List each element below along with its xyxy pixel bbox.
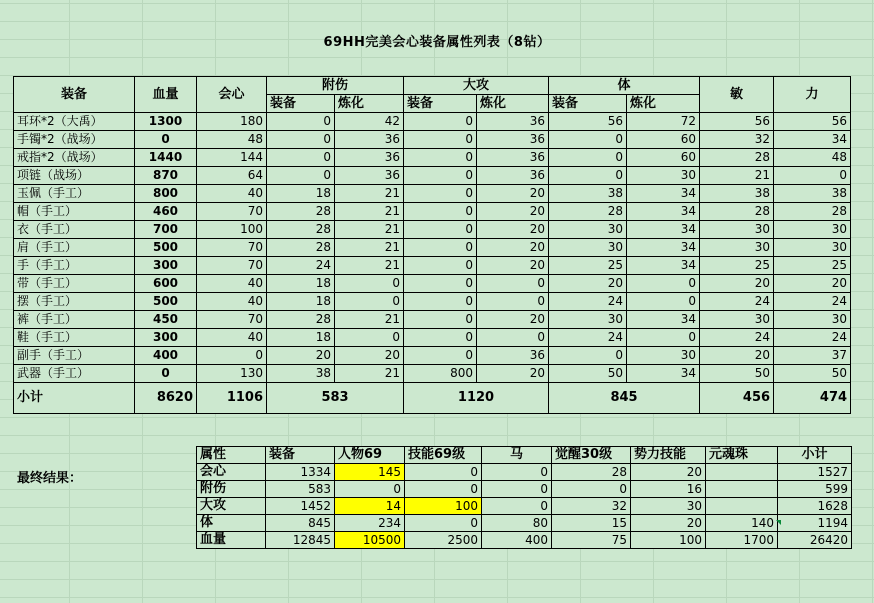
cell-ti-e[interactable]: 0 xyxy=(549,149,627,167)
result-header-2[interactable]: 人物69 xyxy=(335,447,405,464)
result-cell[interactable]: 1527 xyxy=(778,464,852,481)
result-cell[interactable]: 14 xyxy=(335,498,405,515)
cell-dg-e[interactable]: 0 xyxy=(404,275,477,293)
result-cell[interactable]: 400 xyxy=(482,532,552,549)
result-header-8[interactable]: 小计 xyxy=(778,447,852,464)
result-row xyxy=(197,515,852,532)
cell-dg-r[interactable]: 0 xyxy=(477,293,549,311)
cell-dg-r[interactable]: 0 xyxy=(477,275,549,293)
result-cell[interactable] xyxy=(706,481,778,498)
cell-li[interactable]: 34 xyxy=(774,131,851,149)
cell-equip-name[interactable]: 戒指*2（战场） xyxy=(14,149,135,167)
cell-fs-r[interactable]: 21 xyxy=(335,239,404,257)
cell-li[interactable]: 30 xyxy=(774,311,851,329)
cell-ti-e[interactable]: 30 xyxy=(549,221,627,239)
table-row xyxy=(14,329,851,347)
sheet-title: 69HH完美会心装备属性列表（8钻） xyxy=(323,35,551,50)
cell-min[interactable]: 20 xyxy=(700,275,774,293)
cell-equip-name[interactable]: 手（手工） xyxy=(14,257,135,275)
total-row xyxy=(14,383,851,414)
cell-ti-e[interactable]: 50 xyxy=(549,365,627,383)
cell-hp[interactable]: 600 xyxy=(135,275,197,293)
cell-crit[interactable]: 130 xyxy=(197,365,267,383)
cell-dg-e[interactable]: 0 xyxy=(404,185,477,203)
cell-ti-e[interactable]: 28 xyxy=(549,203,627,221)
cell-crit[interactable]: 40 xyxy=(197,293,267,311)
result-cell[interactable]: 0 xyxy=(405,515,482,532)
cell-dg-r[interactable]: 36 xyxy=(477,167,549,185)
cell-fs-r[interactable]: 20 xyxy=(335,347,404,365)
header-min[interactable]: 敏 xyxy=(700,77,774,113)
cell-fs-r[interactable]: 36 xyxy=(335,167,404,185)
cell-equip-name[interactable]: 项链（战场） xyxy=(14,167,135,185)
cell-equip-name[interactable]: 肩（手工） xyxy=(14,239,135,257)
cell-crit[interactable]: 40 xyxy=(197,185,267,203)
cell-li[interactable]: 38 xyxy=(774,185,851,203)
header-crit[interactable]: 会心 xyxy=(197,77,267,113)
cell-hp[interactable]: 460 xyxy=(135,203,197,221)
cell-li[interactable]: 24 xyxy=(774,293,851,311)
table-row xyxy=(14,347,851,365)
table-row xyxy=(14,311,851,329)
total-li[interactable]: 474 xyxy=(774,383,851,414)
cell-hp[interactable]: 870 xyxy=(135,167,197,185)
result-cell[interactable]: 1628 xyxy=(778,498,852,515)
result-cell[interactable] xyxy=(706,464,778,481)
cell-li[interactable]: 50 xyxy=(774,365,851,383)
cell-ti-e[interactable]: 0 xyxy=(549,167,627,185)
cell-crit[interactable]: 144 xyxy=(197,149,267,167)
table-row xyxy=(14,257,851,275)
cell-min[interactable]: 28 xyxy=(700,203,774,221)
table-row xyxy=(14,203,851,221)
cell-dg-e[interactable]: 0 xyxy=(404,221,477,239)
result-cell[interactable]: 20 xyxy=(631,464,706,481)
result-cell[interactable]: 10500 xyxy=(335,532,405,549)
result-cell[interactable]: 0 xyxy=(405,481,482,498)
cell-fs-e[interactable]: 18 xyxy=(267,275,335,293)
cell-dg-r[interactable]: 20 xyxy=(477,365,549,383)
result-row xyxy=(197,532,852,549)
cell-dg-r[interactable]: 20 xyxy=(477,203,549,221)
cell-hp[interactable]: 300 xyxy=(135,329,197,347)
cell-ti-r[interactable]: 34 xyxy=(627,311,700,329)
subheader-fushang-equip[interactable]: 装备 xyxy=(267,95,335,113)
result-cell[interactable]: 80 xyxy=(482,515,552,532)
cell-fs-e[interactable]: 38 xyxy=(267,365,335,383)
result-cell[interactable]: 15 xyxy=(552,515,631,532)
result-cell[interactable]: 1334 xyxy=(266,464,335,481)
cell-fs-r[interactable]: 21 xyxy=(335,365,404,383)
cell-ti-r[interactable]: 60 xyxy=(627,149,700,167)
result-cell[interactable]: 0 xyxy=(552,481,631,498)
cell-li[interactable]: 20 xyxy=(774,275,851,293)
cell-min[interactable]: 56 xyxy=(700,113,774,131)
cell-equip-name[interactable]: 副手（手工） xyxy=(14,347,135,365)
cell-ti-r[interactable]: 30 xyxy=(627,347,700,365)
table-row xyxy=(14,149,851,167)
header-equip[interactable]: 装备 xyxy=(14,77,135,113)
cell-dg-e[interactable]: 0 xyxy=(404,329,477,347)
cell-min[interactable]: 21 xyxy=(700,167,774,185)
result-attr[interactable]: 大攻 xyxy=(197,498,266,515)
cell-fs-e[interactable]: 18 xyxy=(267,329,335,347)
cell-dg-r[interactable]: 36 xyxy=(477,131,549,149)
result-cell[interactable]: 1194 xyxy=(778,515,852,532)
cell-fs-e[interactable]: 0 xyxy=(267,131,335,149)
cell-li[interactable]: 0 xyxy=(774,167,851,185)
cell-fs-e[interactable]: 0 xyxy=(267,113,335,131)
result-cell[interactable]: 583 xyxy=(266,481,335,498)
cell-li[interactable]: 48 xyxy=(774,149,851,167)
cell-dg-r[interactable]: 0 xyxy=(477,329,549,347)
cell-dg-e[interactable]: 0 xyxy=(404,149,477,167)
cell-fs-e[interactable]: 28 xyxy=(267,311,335,329)
header-dagong[interactable]: 大攻 xyxy=(404,77,549,95)
cell-equip-name[interactable]: 武器（手工） xyxy=(14,365,135,383)
cell-ti-e[interactable]: 25 xyxy=(549,257,627,275)
final-result-label: 最终结果： xyxy=(17,471,83,486)
result-cell[interactable]: 32 xyxy=(552,498,631,515)
table-row xyxy=(14,221,851,239)
result-header-3[interactable]: 技能69级 xyxy=(405,447,482,464)
result-cell[interactable]: 145 xyxy=(335,464,405,481)
cell-fs-e[interactable]: 20 xyxy=(267,347,335,365)
subheader-dagong-refine[interactable]: 炼化 xyxy=(477,95,549,113)
cell-li[interactable]: 24 xyxy=(774,329,851,347)
equipment-stats-table xyxy=(13,76,851,414)
cell-fs-e[interactable]: 0 xyxy=(267,149,335,167)
result-cell[interactable]: 12845 xyxy=(266,532,335,549)
result-header-5[interactable]: 觉醒30级 xyxy=(552,447,631,464)
total-dagong[interactable]: 1120 xyxy=(404,383,549,414)
cell-dg-r[interactable]: 20 xyxy=(477,185,549,203)
cell-hp[interactable]: 400 xyxy=(135,347,197,365)
cell-dg-e[interactable]: 0 xyxy=(404,257,477,275)
cell-dg-r[interactable]: 20 xyxy=(477,239,549,257)
cell-hp[interactable]: 1300 xyxy=(135,113,197,131)
subheader-dagong-equip[interactable]: 装备 xyxy=(404,95,477,113)
cell-fs-e[interactable]: 18 xyxy=(267,185,335,203)
cell-min[interactable]: 24 xyxy=(700,329,774,347)
cell-fs-e[interactable]: 28 xyxy=(267,239,335,257)
cell-fs-e[interactable]: 28 xyxy=(267,203,335,221)
cell-crit[interactable]: 40 xyxy=(197,329,267,347)
result-cell[interactable] xyxy=(706,498,778,515)
cell-li[interactable]: 28 xyxy=(774,203,851,221)
cell-ti-r[interactable]: 34 xyxy=(627,221,700,239)
cell-min[interactable]: 30 xyxy=(700,221,774,239)
cell-crit[interactable]: 70 xyxy=(197,239,267,257)
total-ti[interactable]: 845 xyxy=(549,383,700,414)
total-label[interactable]: 小计 xyxy=(14,383,135,414)
cell-ti-e[interactable]: 24 xyxy=(549,293,627,311)
cell-hp[interactable]: 700 xyxy=(135,221,197,239)
cell-crit[interactable]: 48 xyxy=(197,131,267,149)
result-header-4[interactable]: 马 xyxy=(482,447,552,464)
cell-fs-r[interactable]: 0 xyxy=(335,329,404,347)
cell-min[interactable]: 25 xyxy=(700,257,774,275)
cell-hp[interactable]: 0 xyxy=(135,131,197,149)
cell-ti-r[interactable]: 0 xyxy=(627,275,700,293)
cell-fs-r[interactable]: 36 xyxy=(335,149,404,167)
cell-min[interactable]: 20 xyxy=(700,347,774,365)
cell-hp[interactable]: 1440 xyxy=(135,149,197,167)
cell-ti-e[interactable]: 0 xyxy=(549,131,627,149)
result-row xyxy=(197,498,852,515)
cell-fs-r[interactable]: 21 xyxy=(335,203,404,221)
cell-hp[interactable]: 500 xyxy=(135,239,197,257)
cell-fs-r[interactable]: 36 xyxy=(335,131,404,149)
cell-ti-e[interactable]: 38 xyxy=(549,185,627,203)
cell-fs-e[interactable]: 24 xyxy=(267,257,335,275)
cell-crit[interactable]: 100 xyxy=(197,221,267,239)
result-cell[interactable]: 100 xyxy=(405,498,482,515)
cell-fs-e[interactable]: 18 xyxy=(267,293,335,311)
cell-hp[interactable]: 300 xyxy=(135,257,197,275)
header-fushang[interactable]: 附伤 xyxy=(267,77,404,95)
subheader-fushang-refine[interactable]: 炼化 xyxy=(335,95,404,113)
cell-hp[interactable]: 800 xyxy=(135,185,197,203)
cell-equip-name[interactable]: 帽（手工） xyxy=(14,203,135,221)
cell-crit[interactable]: 40 xyxy=(197,275,267,293)
cell-dg-e[interactable]: 800 xyxy=(404,365,477,383)
cell-crit[interactable]: 180 xyxy=(197,113,267,131)
cell-equip-name[interactable]: 耳环*2（大禹） xyxy=(14,113,135,131)
total-hp[interactable]: 8620 xyxy=(135,383,197,414)
result-cell[interactable]: 16 xyxy=(631,481,706,498)
result-cell[interactable]: 0 xyxy=(482,464,552,481)
cell-hp[interactable]: 0 xyxy=(135,365,197,383)
cell-dg-e[interactable]: 0 xyxy=(404,113,477,131)
result-attr[interactable]: 体 xyxy=(197,515,266,532)
cell-ti-r[interactable]: 34 xyxy=(627,257,700,275)
cell-fs-r[interactable]: 0 xyxy=(335,275,404,293)
result-header-7[interactable]: 元魂珠 xyxy=(706,447,778,464)
cell-equip-name[interactable]: 鞋（手工） xyxy=(14,329,135,347)
result-header-row xyxy=(197,447,852,464)
result-cell[interactable]: 0 xyxy=(482,481,552,498)
cell-crit[interactable]: 70 xyxy=(197,257,267,275)
cell-fs-r[interactable]: 21 xyxy=(335,257,404,275)
cell-ti-r[interactable]: 0 xyxy=(627,329,700,347)
cell-dg-r[interactable]: 20 xyxy=(477,257,549,275)
result-cell[interactable]: 1700 xyxy=(706,532,778,549)
header-hp[interactable]: 血量 xyxy=(135,77,197,113)
result-cell[interactable]: 2500 xyxy=(405,532,482,549)
cell-equip-name[interactable]: 带（手工） xyxy=(14,275,135,293)
result-attr[interactable]: 血量 xyxy=(197,532,266,549)
result-cell[interactable]: 26420 xyxy=(778,532,852,549)
result-cell[interactable]: 1452 xyxy=(266,498,335,515)
result-attr[interactable]: 附伤 xyxy=(197,481,266,498)
table-row xyxy=(14,185,851,203)
cell-li[interactable]: 30 xyxy=(774,239,851,257)
final-result-table xyxy=(196,446,852,549)
cell-ti-e[interactable]: 24 xyxy=(549,329,627,347)
cell-fs-r[interactable]: 21 xyxy=(335,311,404,329)
cell-dg-r[interactable]: 36 xyxy=(477,149,549,167)
cell-li[interactable]: 37 xyxy=(774,347,851,365)
cell-dg-r[interactable]: 20 xyxy=(477,221,549,239)
cell-dg-e[interactable]: 0 xyxy=(404,131,477,149)
cell-ti-r[interactable]: 34 xyxy=(627,239,700,257)
total-fushang[interactable]: 583 xyxy=(267,383,404,414)
cell-dg-e[interactable]: 0 xyxy=(404,347,477,365)
result-cell[interactable]: 30 xyxy=(631,498,706,515)
cell-comment-indicator xyxy=(776,520,781,525)
table-row xyxy=(14,293,851,311)
cell-fs-r[interactable]: 21 xyxy=(335,221,404,239)
cell-hp[interactable]: 450 xyxy=(135,311,197,329)
cell-ti-e[interactable]: 30 xyxy=(549,311,627,329)
result-row xyxy=(197,464,852,481)
cell-fs-e[interactable]: 28 xyxy=(267,221,335,239)
table-row xyxy=(14,275,851,293)
cell-ti-e[interactable]: 20 xyxy=(549,275,627,293)
cell-dg-r[interactable]: 20 xyxy=(477,311,549,329)
result-row xyxy=(197,481,852,498)
cell-fs-r[interactable]: 42 xyxy=(335,113,404,131)
cell-min[interactable]: 24 xyxy=(700,293,774,311)
header-ti[interactable]: 体 xyxy=(549,77,700,95)
result-cell[interactable]: 20 xyxy=(631,515,706,532)
cell-min[interactable]: 32 xyxy=(700,131,774,149)
cell-min[interactable]: 38 xyxy=(700,185,774,203)
cell-dg-r[interactable]: 36 xyxy=(477,113,549,131)
cell-ti-r[interactable]: 0 xyxy=(627,293,700,311)
cell-dg-e[interactable]: 0 xyxy=(404,311,477,329)
cell-equip-name[interactable]: 手镯*2（战场） xyxy=(14,131,135,149)
result-cell[interactable]: 0 xyxy=(405,464,482,481)
header-li[interactable]: 力 xyxy=(774,77,851,113)
result-header-1[interactable]: 装备 xyxy=(266,447,335,464)
cell-ti-r[interactable]: 60 xyxy=(627,131,700,149)
table-row xyxy=(14,167,851,185)
result-header-0[interactable]: 属性 xyxy=(197,447,266,464)
cell-min[interactable]: 30 xyxy=(700,239,774,257)
cell-min[interactable]: 50 xyxy=(700,365,774,383)
cell-dg-r[interactable]: 36 xyxy=(477,347,549,365)
result-cell[interactable]: 100 xyxy=(631,532,706,549)
cell-crit[interactable]: 70 xyxy=(197,203,267,221)
result-cell[interactable]: 234 xyxy=(335,515,405,532)
cell-min[interactable]: 28 xyxy=(700,149,774,167)
cell-min[interactable]: 30 xyxy=(700,311,774,329)
result-cell[interactable]: 845 xyxy=(266,515,335,532)
cell-dg-e[interactable]: 0 xyxy=(404,167,477,185)
cell-dg-e[interactable]: 0 xyxy=(404,203,477,221)
cell-equip-name[interactable]: 衣（手工） xyxy=(14,221,135,239)
cell-hp[interactable]: 500 xyxy=(135,293,197,311)
cell-ti-r[interactable]: 34 xyxy=(627,185,700,203)
cell-ti-e[interactable]: 30 xyxy=(549,239,627,257)
cell-equip-name[interactable]: 裤（手工） xyxy=(14,311,135,329)
cell-fs-r[interactable]: 0 xyxy=(335,293,404,311)
result-cell[interactable]: 599 xyxy=(778,481,852,498)
cell-ti-e[interactable]: 0 xyxy=(549,347,627,365)
cell-crit[interactable]: 64 xyxy=(197,167,267,185)
cell-ti-r[interactable]: 34 xyxy=(627,203,700,221)
cell-fs-e[interactable]: 0 xyxy=(267,167,335,185)
cell-crit[interactable]: 70 xyxy=(197,311,267,329)
cell-ti-r[interactable]: 34 xyxy=(627,365,700,383)
total-crit[interactable]: 1106 xyxy=(197,383,267,414)
result-cell[interactable]: 0 xyxy=(482,498,552,515)
result-cell[interactable]: 75 xyxy=(552,532,631,549)
table-row xyxy=(14,131,851,149)
table-row xyxy=(14,239,851,257)
cell-ti-e[interactable]: 56 xyxy=(549,113,627,131)
cell-ti-r[interactable]: 30 xyxy=(627,167,700,185)
cell-li[interactable]: 56 xyxy=(774,113,851,131)
subheader-ti-refine[interactable]: 炼化 xyxy=(627,95,700,113)
result-cell[interactable]: 140 xyxy=(706,515,778,532)
table-row xyxy=(14,113,851,131)
result-cell[interactable]: 28 xyxy=(552,464,631,481)
cell-crit[interactable]: 0 xyxy=(197,347,267,365)
cell-dg-e[interactable]: 0 xyxy=(404,239,477,257)
cell-fs-r[interactable]: 21 xyxy=(335,185,404,203)
result-cell[interactable]: 0 xyxy=(335,481,405,498)
subheader-ti-equip[interactable]: 装备 xyxy=(549,95,627,113)
table-row xyxy=(14,365,851,383)
cell-ti-r[interactable]: 72 xyxy=(627,113,700,131)
cell-li[interactable]: 30 xyxy=(774,221,851,239)
total-min[interactable]: 456 xyxy=(700,383,774,414)
cell-li[interactable]: 25 xyxy=(774,257,851,275)
cell-dg-e[interactable]: 0 xyxy=(404,293,477,311)
cell-equip-name[interactable]: 摆（手工） xyxy=(14,293,135,311)
result-header-6[interactable]: 势力技能 xyxy=(631,447,706,464)
result-attr[interactable]: 会心 xyxy=(197,464,266,481)
cell-equip-name[interactable]: 玉佩（手工） xyxy=(14,185,135,203)
